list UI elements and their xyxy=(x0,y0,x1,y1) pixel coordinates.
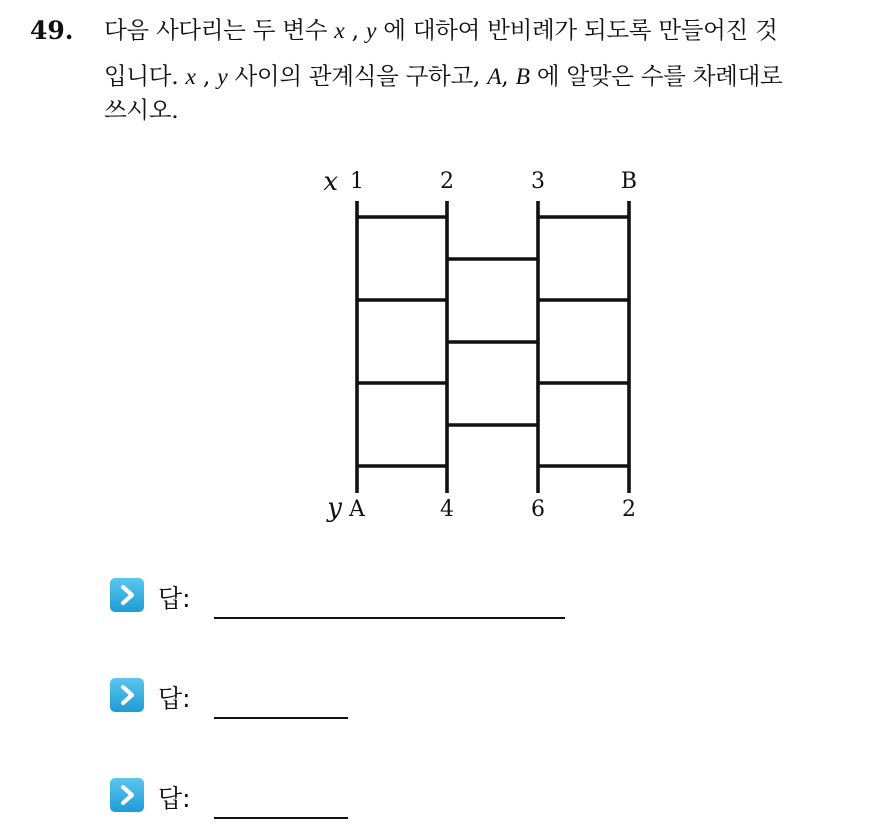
ladder-bottom-value: 4 xyxy=(440,497,454,522)
ladder-x-label: x xyxy=(323,167,338,197)
question-number: 49. xyxy=(30,16,74,45)
variable-A: A xyxy=(487,64,502,90)
separator: , xyxy=(195,62,218,90)
answer-label: 답: xyxy=(158,784,191,813)
question-text: 입니다. xyxy=(104,62,186,90)
variable-y: y xyxy=(365,18,377,44)
ladder-lines xyxy=(357,201,629,493)
question-text: 다음 사다리는 두 변수 xyxy=(104,16,335,44)
separator: , xyxy=(344,16,366,44)
answer-label: 답: xyxy=(158,684,191,713)
variable-B: B xyxy=(515,64,530,90)
question-text: 쓰시오. xyxy=(104,96,179,124)
variable-x: x xyxy=(185,64,196,90)
chevron-right-icon xyxy=(110,678,144,712)
answer-blank[interactable] xyxy=(214,817,348,819)
question-text: 에 대하여 반비례가 되도록 만들어진 것 xyxy=(376,16,778,44)
ladder-top-value: B xyxy=(620,169,638,194)
separator: , xyxy=(501,62,516,90)
variable-x: x xyxy=(334,18,345,44)
answer-blank[interactable] xyxy=(214,617,565,619)
answer-blank[interactable] xyxy=(214,717,348,719)
ladder-bottom-value: A xyxy=(349,497,365,522)
ladder-bottom-value: 2 xyxy=(622,497,636,522)
ladder-top-value: 3 xyxy=(531,169,545,194)
chevron-right-icon xyxy=(110,578,144,612)
answer-label: 답: xyxy=(158,584,191,613)
question-text: 에 알맞은 수를 차례대로 xyxy=(529,62,783,90)
ladder-bottom-value: 6 xyxy=(531,497,545,522)
question-text: 사이의 관계식을 구하고, xyxy=(227,62,488,90)
ladder-top-value: 2 xyxy=(440,169,454,194)
ladder-y-label: y xyxy=(327,493,342,523)
ladder-top-value: 1 xyxy=(350,169,364,194)
variable-y: y xyxy=(217,64,228,90)
chevron-right-icon xyxy=(110,778,144,812)
